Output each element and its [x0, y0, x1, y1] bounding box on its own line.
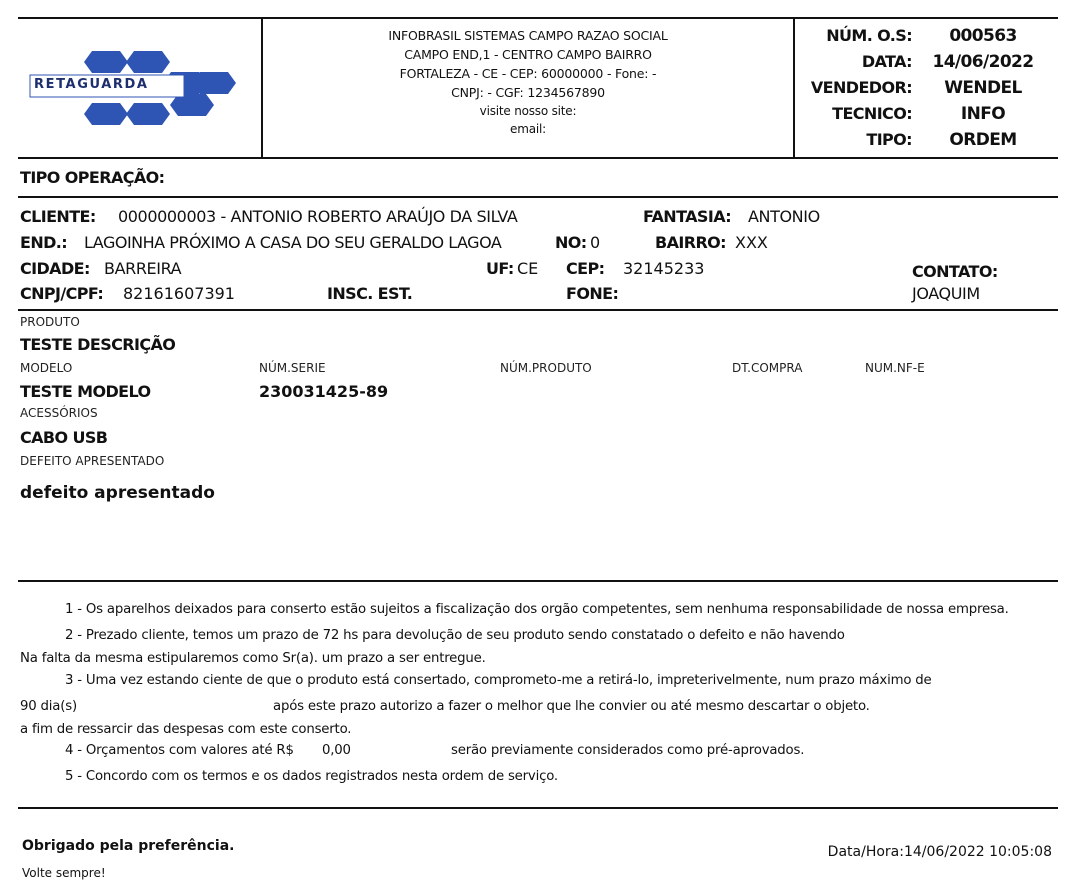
term-3b-rest: após este prazo autorizo a fazer o melhor que lhe convier ou até mesmo descartar o objeto. — [273, 699, 870, 714]
term-2a: 2 - Prezado cliente, temos um prazo de 72 hs para devolução de seu produto sendo constatado o defeito e não havendo — [65, 628, 845, 643]
fone-label: FONE: — [566, 284, 619, 303]
os-data-value: 14/06/2022 — [932, 52, 1034, 72]
cliente-value: 0000000003 - ANTONIO ROBERTO ARAÚJO DA SILVA — [118, 207, 518, 226]
dt-compra-label: DT.COMPRA — [732, 361, 803, 375]
num-produto-label: NÚM.PRODUTO — [500, 361, 592, 375]
bairro-value: XXX — [735, 233, 768, 252]
cep-label: CEP: — [566, 259, 605, 278]
cidade-value: BARREIRA — [104, 259, 182, 278]
cnpj-value: 82161607391 — [123, 284, 235, 303]
thanks-text: Obrigado pela preferência. — [22, 838, 235, 854]
os-tipo-value: ORDEM — [949, 130, 1017, 150]
os-num-value: 000563 — [949, 26, 1017, 46]
bairro-label: BAIRRO: — [655, 233, 726, 252]
company-city-line: FORTALEZA - CE - CEP: 60000000 - Fone: - — [399, 66, 657, 81]
datahora-line — [828, 844, 1052, 860]
uf-value: CE — [517, 259, 539, 278]
datahora-value: 14/06/2022 10:05:08 — [903, 844, 1052, 860]
os-labels — [811, 23, 912, 153]
modelo-value: TESTE MODELO — [20, 382, 151, 401]
company-site-line: visite nosso site: — [479, 104, 577, 118]
header-bottom-rule — [18, 157, 1058, 159]
volte-sempre-text: Volte sempre! — [22, 866, 106, 880]
nfe-label: NUM.NF-E — [865, 361, 925, 375]
os-vendedor-label: VENDEDOR: — [810, 78, 912, 97]
produto-value: TESTE DESCRIÇÃO — [20, 335, 176, 354]
contato-value: JOAQUIM — [912, 284, 980, 303]
header-top-rule — [18, 17, 1058, 19]
company-address: CAMPO END,1 - CENTRO CAMPO BAIRRO — [404, 47, 652, 62]
terms-top-rule — [18, 580, 1058, 582]
acessorios-value: CABO USB — [20, 428, 108, 447]
os-tecnico-value: INFO — [960, 104, 1006, 124]
company-email-line: email: — [510, 122, 546, 136]
end-value: LAGOINHA PRÓXIMO A CASA DO SEU GERALDO LAGOA — [84, 233, 502, 252]
term-1: 1 - Os aparelhos deixados para conserto estão sujeitos a fiscalização dos orgão competentes, sem nenhuma responsabilidade de nossa empresa. — [65, 602, 1009, 617]
cnpj-label: CNPJ/CPF: — [20, 284, 104, 303]
footer-top-rule — [18, 807, 1058, 809]
os-data-label: DATA: — [861, 52, 912, 71]
defeito-label: DEFEITO APRESENTADO — [20, 454, 165, 468]
no-label: NO: — [555, 233, 587, 252]
uf-label: UF: — [486, 259, 514, 278]
contato-label: CONTATO: — [912, 262, 998, 281]
company-name: INFOBRASIL SISTEMAS CAMPO RAZAO SOCIAL — [388, 28, 668, 43]
end-label: END.: — [20, 233, 68, 252]
os-vendedor-value: WENDEL — [944, 78, 1022, 98]
tipo-operacao-label: TIPO OPERAÇÃO: — [20, 168, 165, 187]
cliente-label: CLIENTE: — [20, 207, 96, 226]
os-tipo-label: TIPO: — [866, 130, 912, 149]
serie-value: 230031425-89 — [259, 382, 389, 401]
cep-value: 32145233 — [623, 259, 705, 278]
term-4b: serão previamente considerados como pré-aprovados. — [451, 743, 805, 758]
company-info — [263, 26, 793, 138]
product-top-rule — [18, 309, 1058, 311]
serie-label: NÚM.SERIE — [259, 361, 326, 375]
term-3b-days: 90 dia(s) — [20, 699, 77, 714]
os-num-label: NÚM. O.S: — [826, 26, 912, 45]
produto-label: PRODUTO — [20, 315, 80, 329]
os-values — [920, 23, 1046, 153]
term-3c: a fim de ressarcir das despesas com este conserto. — [20, 722, 352, 737]
cidade-label: CIDADE: — [20, 259, 90, 278]
term-4a: 4 - Orçamentos com valores até R$ — [65, 743, 294, 758]
client-top-rule — [18, 196, 1058, 198]
term-2b: Na falta da mesma estipularemos como Sr(a). um prazo a ser entregue. — [20, 651, 486, 666]
defeito-value: defeito apresentado — [20, 483, 215, 503]
modelo-label: MODELO — [20, 361, 73, 375]
term-4-value: 0,00 — [322, 743, 351, 758]
no-value: 0 — [590, 233, 601, 252]
company-logo — [28, 48, 253, 128]
term-5: 5 - Concordo com os termos e os dados registrados nesta ordem de serviço. — [65, 769, 558, 784]
logo-text: RETAGUARDA — [34, 77, 149, 92]
fantasia-value: ANTONIO — [748, 207, 820, 226]
header-divider-right — [793, 17, 795, 158]
acessorios-label: ACESSÓRIOS — [20, 406, 98, 420]
fantasia-label: FANTASIA: — [643, 207, 732, 226]
datahora-label: Data/Hora: — [827, 844, 904, 860]
company-cnpj-line: CNPJ: - CGF: 1234567890 — [451, 85, 605, 100]
term-3a: 3 - Uma vez estando ciente de que o produto está consertado, comprometo-me a retirá-lo, impreterivelmente, num prazo máximo de — [65, 673, 932, 688]
os-tecnico-label: TECNICO: — [832, 104, 912, 123]
insc-label: INSC. EST. — [327, 284, 413, 303]
